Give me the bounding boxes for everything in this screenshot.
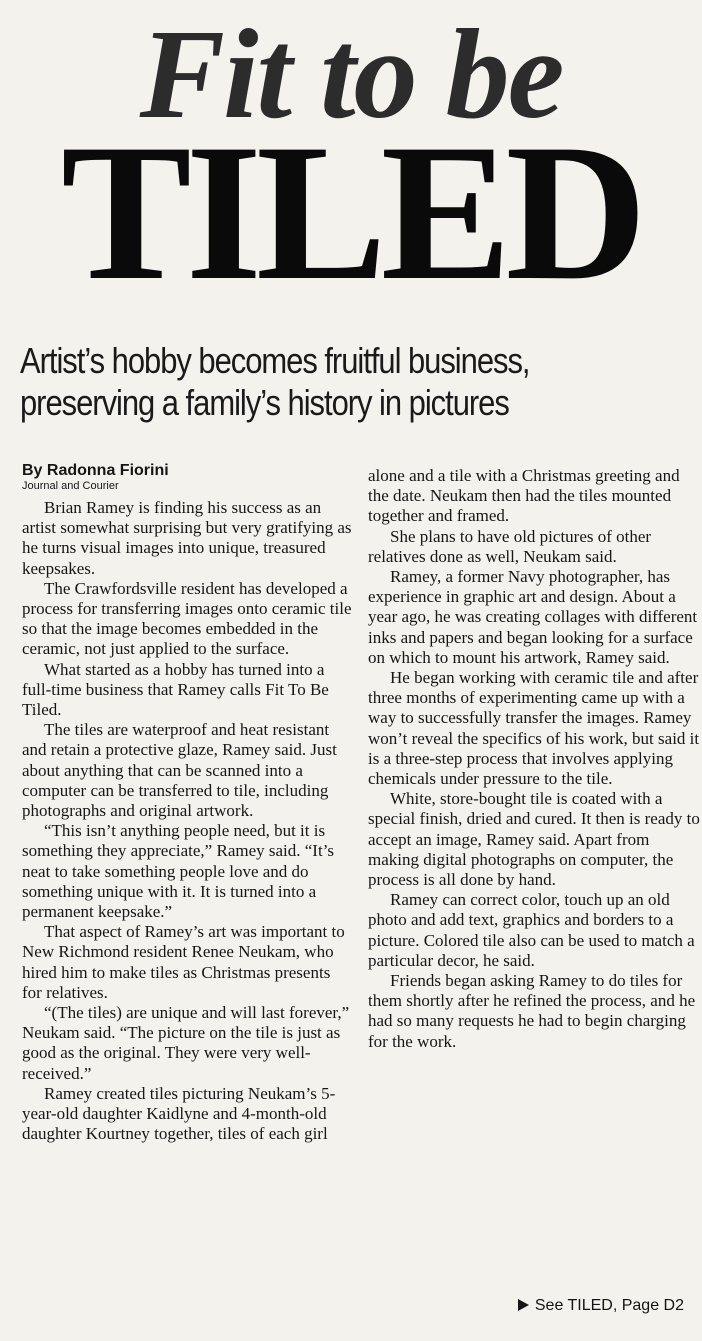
- paragraph-continuation: alone and a tile with a Christmas greeting and the date. Neukam then had the tiles mounted together and framed.: [368, 466, 680, 526]
- paragraph: The tiles are waterproof and heat resistant and retain a protective glaze, Ramey said. Just about anything that can be scanned into a computer can be transferred to tile, including photographs and original artwork.: [22, 720, 337, 821]
- paragraph: Ramey created tiles picturing Neukam’s 5-year-old daughter Kaidlyne and 4-month-old daughter Kourtney together, tiles of each girl: [22, 1083, 336, 1144]
- paragraph: That aspect of Ramey’s art was important to New Richmond resident Renee Neukam, who hired him to make tiles as Christmas presents for relatives.: [22, 922, 345, 1002]
- paragraph: Brian Ramey is finding his success as an artist somewhat surprising but very gratifying as he turns visual images into unique, treasured keepsakes.: [22, 498, 352, 578]
- paragraph: White, store-bought tile is coated with a special finish, dried and cured. It then is ready to accept an image, Ramey said. Apart from making digital photographs on computer, the process is all done by hand.: [368, 789, 700, 890]
- byline-affiliation: Journal and Courier: [22, 480, 119, 492]
- article-column-right: [368, 466, 700, 1052]
- deck-line-2: preserving a family’s history in pictures: [20, 382, 509, 423]
- jump-line: [518, 1296, 684, 1316]
- deck-headline: [20, 340, 596, 424]
- article-column-left: [22, 462, 354, 1145]
- paragraph: Friends began asking Ramey to do tiles for them shortly after he refined the process, and he had so many requests he had to begin charging for the work.: [368, 971, 696, 1051]
- paragraph: “(The tiles) are unique and will last forever,” Neukam said. “The picture on the tile is just as good as the original. They were very well-received.”: [22, 1003, 350, 1083]
- paragraph: What started as a hobby has turned into a full-time business that Ramey calls Fit To Be Tiled.: [22, 659, 329, 720]
- paragraph: “This isn’t anything people need, but it is something they appreciate,” Ramey said. “It’s neat to take something people love and do something unique with it. It is turned into a permanent keepsake.”: [22, 821, 335, 922]
- headline-kicker: Fit to be: [139, 3, 563, 145]
- jump-text: See TILED, Page D2: [534, 1297, 684, 1314]
- paragraph: Ramey, a former Navy photographer, has experience in graphic art and design. About a year ago, he was creating collages with different inks and papers and began looking for a surface on which to mount his artwork, Ramey said.: [368, 567, 698, 667]
- paragraph: She plans to have old pictures of other relatives done as well, Neukam said.: [368, 526, 652, 566]
- paragraph: The Crawfordsville resident has developed a process for transferring images onto ceramic tile so that the image becomes embedded in the ceramic, not just applied to the surface.: [22, 578, 352, 659]
- paragraph: Ramey can correct color, touch up an old photo and add text, graphics and borders to a picture. Colored tile also can be used to match a particular decor, he said.: [368, 890, 695, 970]
- headline-main: TILED: [60, 104, 641, 321]
- paragraph: He began working with ceramic tile and after three months of experimenting came up with a way to successfully transfer the images. Ramey won’t reveal the specifics of his work, but said it is a three-step process that involves applying chemicals under pressure to the tile.: [368, 668, 700, 789]
- byline-author: By Radonna Fiorini: [22, 462, 169, 479]
- deck-line-1: Artist’s hobby becomes fruitful business,: [20, 340, 530, 381]
- right-triangle-arrow-icon: [518, 1299, 529, 1311]
